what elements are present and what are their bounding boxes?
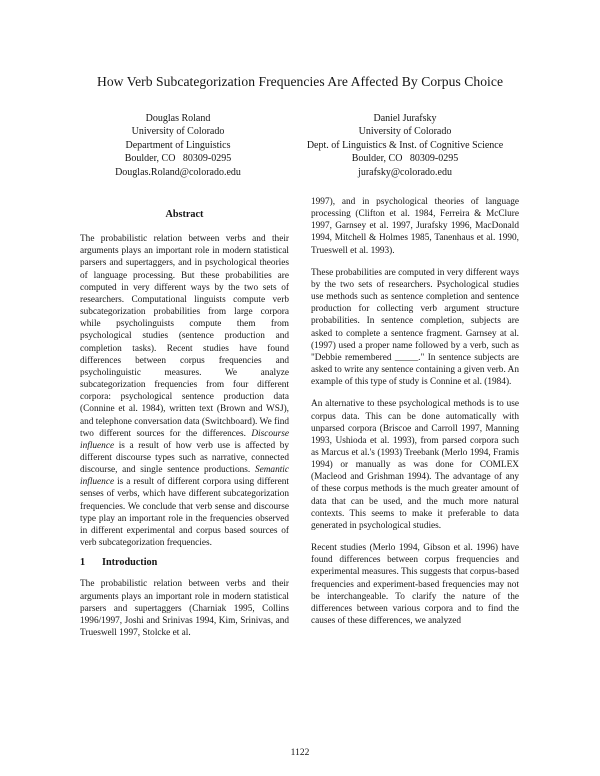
author-email: Douglas.Roland@colorado.edu	[115, 166, 241, 178]
left-column	[80, 209, 289, 639]
author-name: Douglas Roland	[145, 113, 211, 124]
author-affiliation: University of Colorado	[358, 126, 452, 138]
intro-section-title: Introduction	[102, 557, 158, 569]
author-name: Daniel Jurafsky	[373, 113, 437, 124]
abstract-text-1: The probabilistic relation between verbs and their arguments plays an important role in modern statistical parsers and supertaggers, and in psychological theories of language processing. But these probabilities are computed in very different ways by the two sets of researchers. Computational linguists compute verb subcategorization probabilities from large corpora while psycholinguists compute them from psychological studies (sentence production and completion tasks). Recent studies have found differences between corpus frequencies and psycholinguistic measures. We analyze subcategorization frequencies from four different corpora: psychological sentence production data (Connine et al. 1984), written text (Brown and WSJ), and telephone conversation data (Switchboard). We find two different sources for the differences.	[80, 234, 289, 439]
intro-heading	[80, 557, 289, 569]
intro-paragraph: The probabilistic relation between verbs and their arguments plays an important role in modern statistical parsers and supertaggers (Charniak 1995, Collins 1996/1997, Joshi and Srinivas 1994, Kim, Srinivas, and Trueswell 1997, Stolcke et al.	[80, 579, 289, 638]
author-department: Dept. of Linguistics & Inst. of Cognitive Science	[306, 139, 504, 151]
author-email: jurafsky@colorado.edu	[358, 166, 452, 178]
abstract-text-3: is a result of different corpora using different senses of verbs, which have different subcategorization frequencies. We conclude that verb sense and discourse type play an important role in the frequencies observed in different experimental and corpus based sources of verb subcategorization frequencies.	[80, 477, 289, 549]
author-block-roland	[88, 112, 268, 179]
abstract-paragraph	[80, 233, 289, 549]
intro-section-number: 1	[80, 557, 86, 569]
paper-title: How Verb Subcategorization Frequencies Are Affected By Corpus Choice	[96, 74, 504, 89]
author-block-jurafsky	[290, 112, 520, 179]
right-paragraph-2: These probabilities are computed in very different ways by the two sets of researchers. Psychological studies use methods such as sentence completion and sentence production for collecting verb argument structure probabilities. In sentence completion, subjects are asked to complete a sentence fragment. Garnsey at al. (1997) used a proper name followed by a verb, such as "Debbie remembered _____." In sentence subjects are asked to write any sentence containing a given verb. An example of this type of study is Connine et al. (1984).	[311, 267, 519, 388]
author-affiliation: University of Colorado	[131, 126, 225, 138]
abstract-term-discourse-influence: Discourse influence	[80, 428, 290, 451]
abstract-heading: Abstract	[165, 209, 204, 220]
right-paragraph-4: Recent studies (Merlo 1994, Gibson et al. 1996) have found differences between corpus frequencies and experimental measures. This suggests that corpus-based frequencies and experiment-based frequencies may not be interchangeable. To clarify the nature of the differences between various corpora and to find the causes of these differences, we analyzed	[311, 543, 519, 626]
right-paragraph-1: 1997), and in psychological theories of language processing (Clifton et al. 1984, Ferreira & McClure 1997, Garnsey et al. 1997, Jurafsky 1996, MacDonald 1994, Mitchell & Holmes 1985, Tanenhaus et al. 1990, Trueswell et al. 1993).	[311, 197, 519, 256]
author-address: Boulder, CO 80309-0295	[124, 153, 232, 165]
abstract-text-2: is a result of how verb use is affected by different discourse types such as narrative, connected discourse, and single sentence productions.	[80, 440, 290, 476]
right-paragraph-3: An alternative to these psychological methods is to use corpus data. This can be done automatically with unparsed corpora (Briscoe and Carroll 1997, Manning 1993, Ushioda et al. 1993), from parsed corpora such as Marcus et al.'s (1993) Treebank (Merlo 1994, Framis 1994) or manually as was done for COMLEX (Macleod and Grishman 1994). The advantage of any of these corpus methods is the much greater amount of data that can be used, and the much more natural contexts. This seems to make it preferable to data generated in psychological studies.	[311, 399, 519, 531]
right-column	[311, 196, 519, 627]
author-department: Department of Linguistics	[125, 139, 231, 151]
abstract-term-semantic-influence: Semantic influence	[80, 465, 290, 488]
author-address: Boulder, CO 80309-0295	[351, 153, 459, 165]
page-number: 1122	[290, 748, 310, 758]
